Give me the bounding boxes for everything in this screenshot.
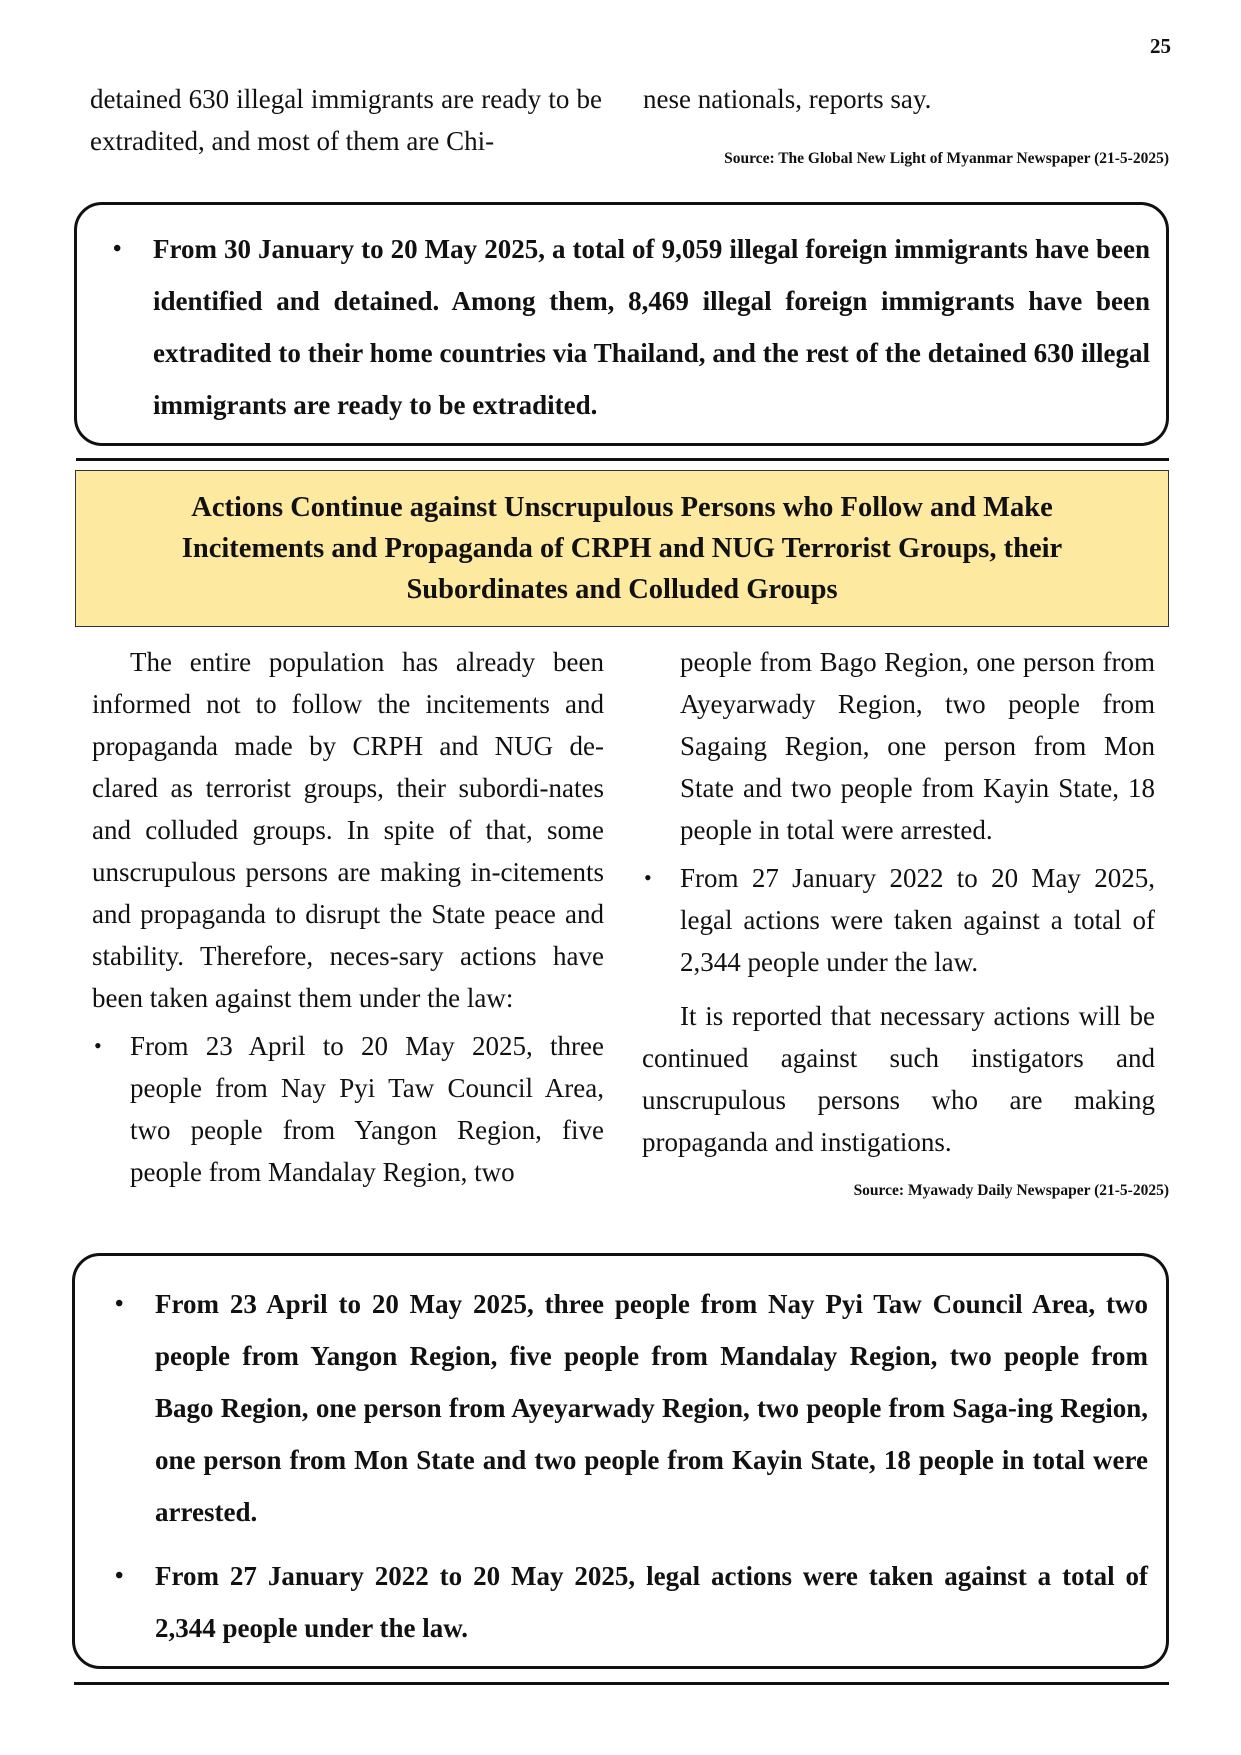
continued-article-text-end: nese nationals, reports say. <box>643 84 932 114</box>
article-headline-banner <box>75 470 1169 627</box>
article-left-column <box>92 641 604 1193</box>
article-closing-paragraph: It is reported that necessary actions will be continued against such instigators and unscrupulous persons who are making propaganda and instigations. <box>642 1001 1155 1157</box>
summary-item <box>97 1278 1148 1538</box>
page-bottom-rule <box>74 1682 1169 1685</box>
article-bullet-continuation: people from Bago Region, one person from Ayeyarwady Region, two people from Sagaing Region, one person from Mon State and two people from Kayin State, 18 people in total were arrested. <box>680 647 1155 845</box>
article-bullet-item <box>92 1025 604 1193</box>
summary-list <box>95 223 1150 431</box>
summary-item-text: From 30 January to 20 May 2025, a total of 9,059 illegal foreign immigrants have been identified and detained. Among them, 8,469 illegal foreign immigrants have been extradited to their home countries via Thailand, and the rest of the detained 630 illegal immigrants are ready to be extradited. <box>153 234 1150 420</box>
summary-item <box>95 223 1150 431</box>
bullet-icon: • <box>644 865 652 890</box>
summary-list <box>97 1278 1148 1654</box>
article-bullet-list-right <box>642 857 1155 983</box>
article-right-column <box>642 641 1155 1163</box>
source-credit-global-new-light: Source: The Global New Light of Myanmar Newspaper (21-5-2025) <box>724 150 1169 167</box>
article-bullet-list-left <box>92 1025 604 1193</box>
source-credit-myawady: Source: Myawady Daily Newspaper (21-5-2025) <box>853 1182 1169 1199</box>
bullet-icon: • <box>113 236 122 262</box>
summary-item-text: From 23 April to 20 May 2025, three people from Nay Pyi Taw Council Area, two people from Yangon Region, five people from Mandalay Region, two people from Bago Region, one person from Ayeyarwady Region, two people from Saga-ing Region, one person from Mon State and two people from Kayin State, 18 people in total were arrested. <box>155 1289 1148 1527</box>
article-bullet-item <box>642 857 1155 983</box>
page-number: 25 <box>1150 34 1171 58</box>
article-intro-paragraph: The entire population has already been informed not to follow the incitements and propaganda made by CRPH and NUG de-clared as terrorist groups, their subordi-nates and colluded groups. In spite of that, some unscrupulous persons are making in-citements and propaganda to disrupt the State peace and stability. Therefore, neces-sary actions have been taken against them under the law: <box>92 647 604 1013</box>
article-headline: Actions Continue against Unscrupulous Persons who Follow and Make Incitements and Propaganda of CRPH and NUG Terrorist Groups, their Subordinates and Colluded Groups <box>181 492 1063 605</box>
article-bullet-text: From 27 January 2022 to 20 May 2025, legal actions were taken against a total of 2,344 people under the law. <box>680 863 1155 977</box>
summary-item <box>97 1550 1148 1654</box>
article-bullet-text: From 23 April to 20 May 2025, three people from Nay Pyi Taw Council Area, two people from Yangon Region, five people from Mandalay Region, two <box>130 1031 604 1187</box>
continued-article-text: detained 630 illegal immigrants are ready to be extradited, and most of them are Chi- <box>90 84 602 156</box>
summary-box-immigrants <box>74 202 1169 446</box>
bullet-icon: • <box>94 1033 102 1058</box>
summary-box-arrests <box>72 1253 1169 1669</box>
summary-item-text: From 27 January 2022 to 20 May 2025, legal actions were taken against a total of 2,344 people under the law. <box>155 1561 1148 1643</box>
top-left-column <box>90 78 602 162</box>
bullet-icon: • <box>115 1291 124 1317</box>
bullet-icon: • <box>115 1563 124 1589</box>
section-divider <box>76 458 1169 461</box>
top-right-column <box>643 78 1163 120</box>
